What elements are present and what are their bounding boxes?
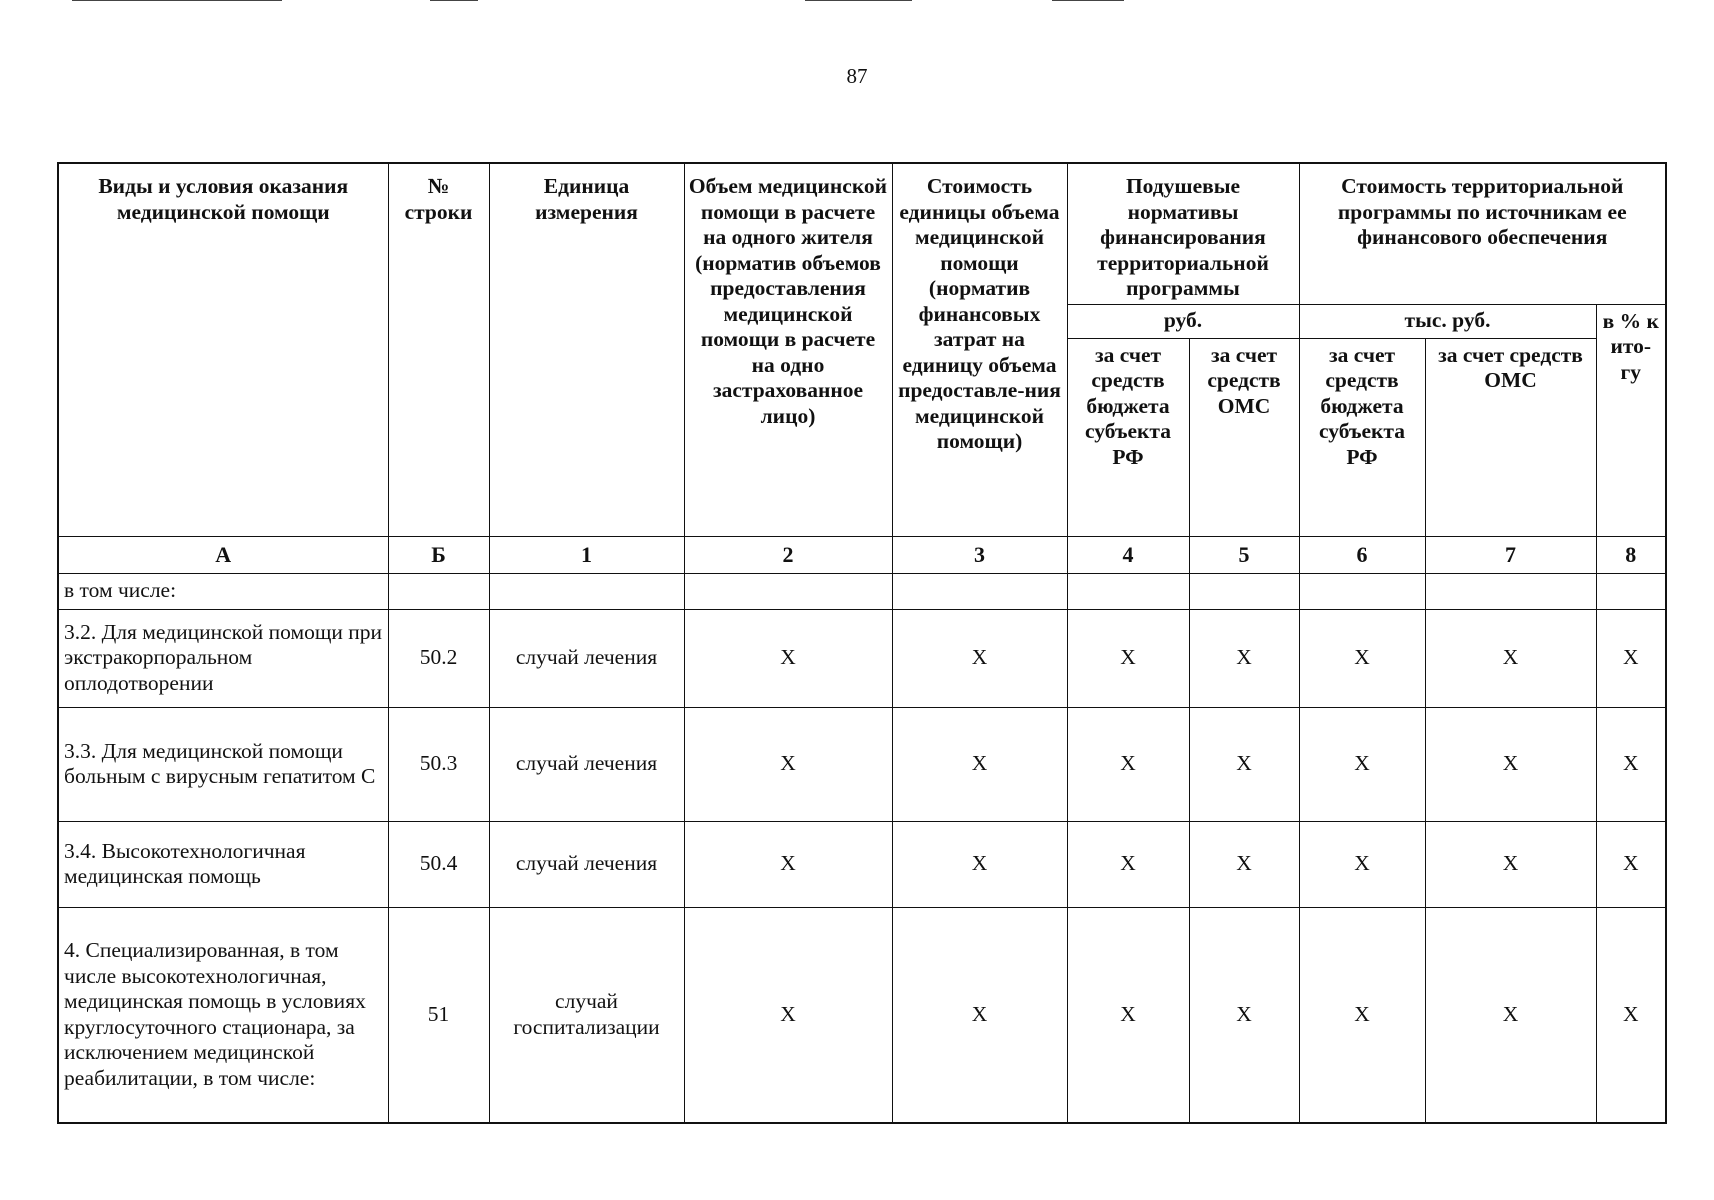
table-row	[58, 707, 1666, 821]
row-value	[684, 573, 892, 609]
table-row	[58, 821, 1666, 907]
row-unit: случай лечения	[489, 821, 684, 907]
table-row	[58, 573, 1666, 609]
row-value: Х	[1299, 907, 1425, 1123]
header-budget-rf-thous: за счет средств бюджета субъекта РФ	[1299, 338, 1425, 536]
header-thous-rub: тыс. руб.	[1299, 304, 1596, 338]
header-program-cost: Стоимость территориальной программы по источникам ее финансового обеспечения	[1299, 163, 1666, 304]
row-unit: случай госпитализации	[489, 907, 684, 1123]
table-body	[58, 536, 1666, 1123]
row-value: Х	[1189, 821, 1299, 907]
row-name: 4. Специализированная, в том числе высокотехнологичная, медицинская помощь в условиях круглосуточного стационара, за исключением медицинской реабилитации, в том числе:	[58, 907, 388, 1123]
row-value: Х	[892, 609, 1067, 707]
column-number-row	[58, 536, 1666, 573]
row-value: Х	[1596, 907, 1666, 1123]
scan-edge-line	[1052, 0, 1124, 1]
row-value: Х	[1299, 707, 1425, 821]
row-name: 3.2. Для медицинской помощи при экстракорпоральном оплодотворении	[58, 609, 388, 707]
column-number: 4	[1067, 536, 1189, 573]
row-value: Х	[1067, 907, 1189, 1123]
row-unit: случай лечения	[489, 609, 684, 707]
column-number: 7	[1425, 536, 1596, 573]
header-cost: Стоимость единицы объема медицинской помощи (норматив финансовых затрат на единицу объема предоставле-ния медицинской помощи)	[892, 163, 1067, 536]
row-unit: случай лечения	[489, 707, 684, 821]
row-value: Х	[1299, 821, 1425, 907]
header-row-number: № строки	[388, 163, 489, 536]
column-number: 5	[1189, 536, 1299, 573]
row-name: 3.3. Для медицинской помощи больным с вирусным гепатитом С	[58, 707, 388, 821]
column-number: 3	[892, 536, 1067, 573]
row-name: 3.4. Высокотехнологичная медицинская помощь	[58, 821, 388, 907]
row-value	[1425, 573, 1596, 609]
column-number: 1	[489, 536, 684, 573]
table-header	[58, 163, 1666, 536]
row-value: Х	[1596, 707, 1666, 821]
financing-table	[57, 162, 1667, 1124]
header-per-capita: Подушевые нормативы финансирования территориальной программы	[1067, 163, 1299, 304]
table-row	[58, 609, 1666, 707]
header-percent: в % к ито-гу	[1596, 304, 1666, 536]
row-value: Х	[1299, 609, 1425, 707]
row-value: Х	[1067, 707, 1189, 821]
row-value	[892, 573, 1067, 609]
column-number: 8	[1596, 536, 1666, 573]
header-oms-thous: за счет средств ОМС	[1425, 338, 1596, 536]
row-value: Х	[1596, 609, 1666, 707]
row-value: Х	[1189, 707, 1299, 821]
row-name: в том числе:	[58, 573, 388, 609]
row-value: Х	[1425, 821, 1596, 907]
row-value: Х	[892, 821, 1067, 907]
page-number: 87	[846, 64, 868, 88]
header-kind: Виды и условия оказания медицинской помощи	[58, 163, 388, 536]
row-value: Х	[1596, 821, 1666, 907]
row-number: 51	[388, 907, 489, 1123]
row-value: Х	[1425, 907, 1596, 1123]
row-value: Х	[1189, 609, 1299, 707]
row-value: Х	[1189, 907, 1299, 1123]
column-number: 6	[1299, 536, 1425, 573]
header-volume: Объем медицинской помощи в расчете на одного жителя (норматив объемов предоставления медицинской помощи в расчете на одно застрахованное лицо)	[684, 163, 892, 536]
row-value: Х	[684, 707, 892, 821]
row-value: Х	[1067, 821, 1189, 907]
row-number: 50.3	[388, 707, 489, 821]
row-value	[1299, 573, 1425, 609]
scan-edge-line	[805, 0, 912, 1]
row-value: Х	[1067, 609, 1189, 707]
scan-edge-line	[430, 0, 478, 1]
row-number: 50.4	[388, 821, 489, 907]
row-value	[1189, 573, 1299, 609]
header-oms-rub: за счет средств ОМС	[1189, 338, 1299, 536]
scan-edge-line	[72, 0, 282, 1]
row-value	[1596, 573, 1666, 609]
header-budget-rf-rub: за счет средств бюджета субъекта РФ	[1067, 338, 1189, 536]
column-number: А	[58, 536, 388, 573]
row-value	[1067, 573, 1189, 609]
table-row	[58, 907, 1666, 1123]
column-number: Б	[388, 536, 489, 573]
header-rub: руб.	[1067, 304, 1299, 338]
header-unit: Единица измерения	[489, 163, 684, 536]
row-value: Х	[684, 821, 892, 907]
row-value: Х	[684, 907, 892, 1123]
row-value: Х	[684, 609, 892, 707]
row-value: Х	[1425, 609, 1596, 707]
row-number: 50.2	[388, 609, 489, 707]
row-number	[388, 573, 489, 609]
row-value: Х	[892, 907, 1067, 1123]
row-unit	[489, 573, 684, 609]
row-value: Х	[1425, 707, 1596, 821]
column-number: 2	[684, 536, 892, 573]
row-value: Х	[892, 707, 1067, 821]
